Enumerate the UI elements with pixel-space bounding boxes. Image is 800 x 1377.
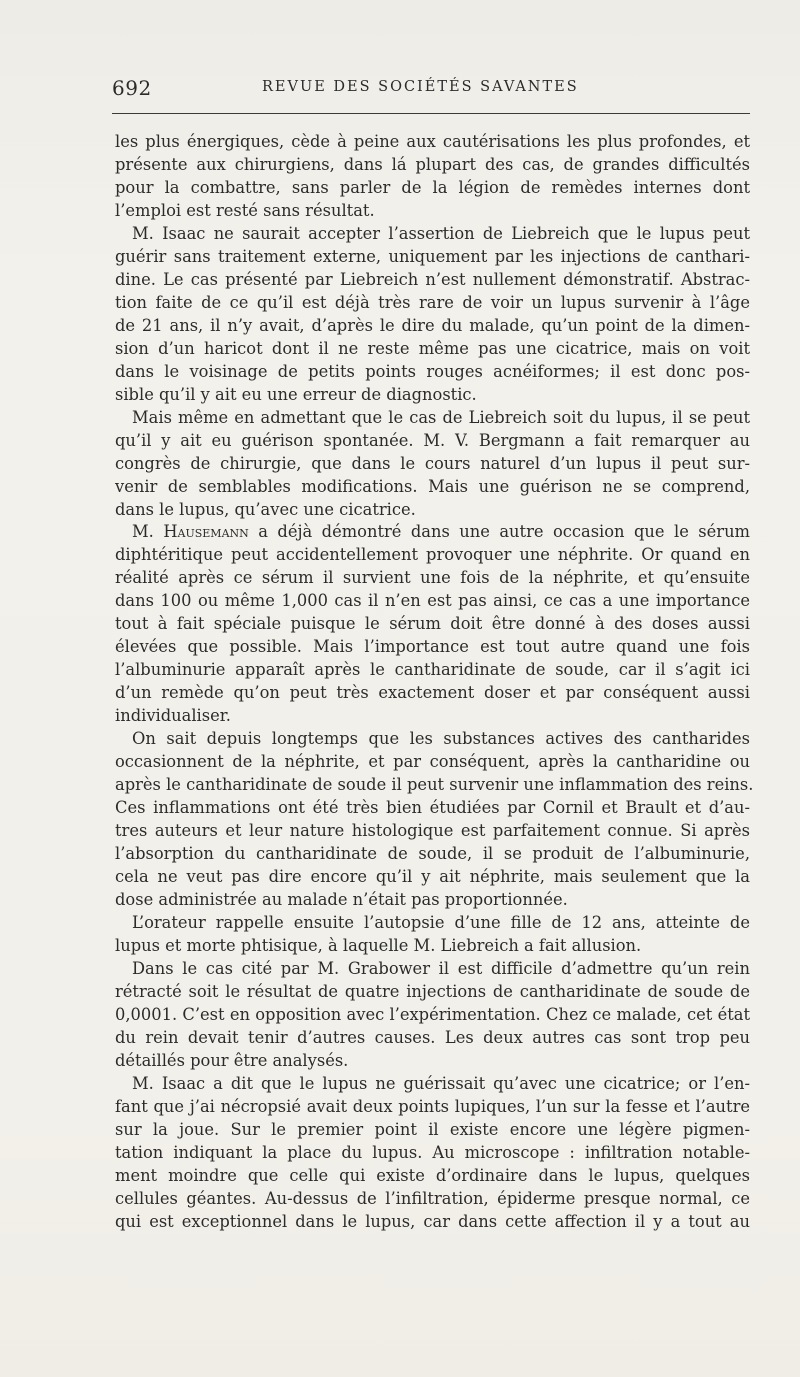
text-line: M. Isaac ne saurait accepter l’assertion de Liebreich que le lupus peut — [132, 223, 750, 243]
body-text — [115, 131, 754, 1234]
text-line: tout à fait spéciale puisque le sérum doit être donné à des doses aussi — [115, 614, 750, 634]
text-line: de 21 ans, il n’y avait, d’après le dire du malade, qu’un point de la dimen- — [115, 315, 750, 335]
text-line: diphtéritique peut accidentellement provoquer une néphrite. Or quand en — [115, 545, 750, 565]
text-line: dans le lupus, qu’avec une cicatrice. — [115, 499, 416, 519]
text-line: sur la joue. Sur le premier point il existe encore une légère pigmen- — [115, 1119, 750, 1139]
text-line: après le cantharidinate de soude il peut survenir une inflammation des reins. — [115, 775, 754, 795]
text-line: cellules géantes. Au-dessus de l’infiltration, épiderme presque normal, ce — [115, 1188, 750, 1208]
text-line: fant que j’ai nécropsié avait deux points lupiques, l’un sur la fesse et l’autre — [115, 1096, 750, 1116]
text-line: l’absorption du cantharidinate de soude, il se produit de l’albuminurie, — [115, 844, 750, 864]
text-line: dine. Le cas présenté par Liebreich n’est nullement démonstratif. Abstrac- — [115, 269, 750, 289]
text-line: l’albuminurie apparaît après le cantharidinate de soude, car il s’agit ici — [115, 660, 750, 680]
text-line: Mais même en admettant que le cas de Liebreich soit du lupus, il se peut — [132, 407, 750, 427]
text-line: ment moindre que celle qui existe d’ordinaire dans le lupus, quelques — [115, 1165, 750, 1185]
speaker-name: Hausemann — [163, 522, 249, 542]
text-line: dose administrée au malade n’était pas proportionnée. — [115, 889, 568, 909]
header-rule — [112, 113, 750, 114]
page-number: 692 — [112, 76, 152, 100]
text-line: pour la combattre, sans parler de la légion de remèdes internes dont — [115, 177, 750, 197]
text-line: l’emploi est resté sans résultat. — [115, 200, 375, 220]
text-line: venir de semblables modifications. Mais une guérison ne se comprend, — [115, 476, 750, 496]
text-line: présente aux chirurgiens, dans lá plupart des cas, de grandes difficultés — [115, 154, 750, 174]
text-line: du rein devait tenir d’autres causes. Les deux autres cas sont trop peu — [115, 1027, 750, 1047]
text-line: Dans le cas cité par M. Grabower il est difficile d’admettre qu’un rein — [132, 958, 750, 978]
text-line: On sait depuis longtemps que les substances actives des cantharides — [132, 729, 750, 749]
text-line: tation indiquant la place du lupus. Au microscope : infiltration notable- — [115, 1142, 750, 1162]
text-line: d’un remède qu’on peut très exactement doser et par conséquent aussi — [115, 683, 750, 703]
speaker-title: M. — [132, 522, 154, 542]
text-line: élevées que possible. Mais l’importance est tout autre quand une fois — [115, 637, 750, 657]
text-line: réalité après ce sérum il survient une fois de la néphrite, et qu’ensuite — [115, 568, 750, 588]
text-line: lupus et morte phtisique, à laquelle M. Liebreich a fait allusion. — [115, 935, 642, 955]
text-line: les plus énergiques, cède à peine aux cautérisations les plus profondes, et — [115, 132, 750, 151]
text-line: tres auteurs et leur nature histologique est parfaitement connue. Si après — [115, 821, 750, 841]
text-line: tion faite de ce qu’il est déjà très rare de voir un lupus survenir à l’âge — [115, 292, 750, 312]
text-line: rétracté soit le résultat de quatre injections de cantharidinate de soude de — [115, 981, 750, 1001]
text-line: sible qu’il y ait eu une erreur de diagnostic. — [115, 384, 477, 404]
running-title: REVUE DES SOCIÉTÉS SAVANTES — [262, 79, 579, 95]
page-header — [112, 76, 750, 104]
text-line: qu’il y ait eu guérison spontanée. M. V. Bergmann a fait remarquer au — [115, 430, 750, 450]
text-line: qui est exceptionnel dans le lupus, car dans cette affection il y a tout au — [115, 1211, 750, 1231]
text-line: individualiser. — [115, 706, 231, 726]
text-line: Ces inflammations ont été très bien étudiées par Cornil et Brault et d’au- — [115, 798, 750, 818]
text-line: détaillés pour être analysés. — [115, 1050, 349, 1070]
text-line: cela ne veut pas dire encore qu’il y ait néphrite, mais seulement que la — [115, 867, 750, 886]
text-line: occasionnent de la néphrite, et par conséquent, après la cantharidine ou — [115, 752, 750, 772]
text-line: congrès de chirurgie, que dans le cours naturel d’un lupus il peut sur- — [115, 453, 750, 473]
text-line: M. Isaac a dit que le lupus ne guérissait qu’avec une cicatrice; or l’en- — [132, 1073, 750, 1093]
text-line: L’orateur rappelle ensuite l’autopsie d’une fille de 12 ans, atteinte de — [132, 912, 750, 932]
text-line: 0,0001. C’est en opposition avec l’expérimentation. Chez ce malade, cet état — [115, 1004, 750, 1024]
text-line: dans le voisinage de petits points rouges acnéiformes; il est donc pos- — [115, 361, 750, 381]
text-line: a déjà démontré dans une autre occasion que le sérum — [258, 522, 750, 542]
text-line: dans 100 ou même 1,000 cas il n’en est pas ainsi, ce cas a une importance — [115, 591, 750, 611]
text-line: sion d’un haricot dont il ne reste même pas une cicatrice, mais on voit — [115, 338, 750, 358]
speaker-line — [115, 521, 750, 544]
text-line: guérir sans traitement externe, uniquement par les injections de canthari- — [115, 246, 750, 266]
